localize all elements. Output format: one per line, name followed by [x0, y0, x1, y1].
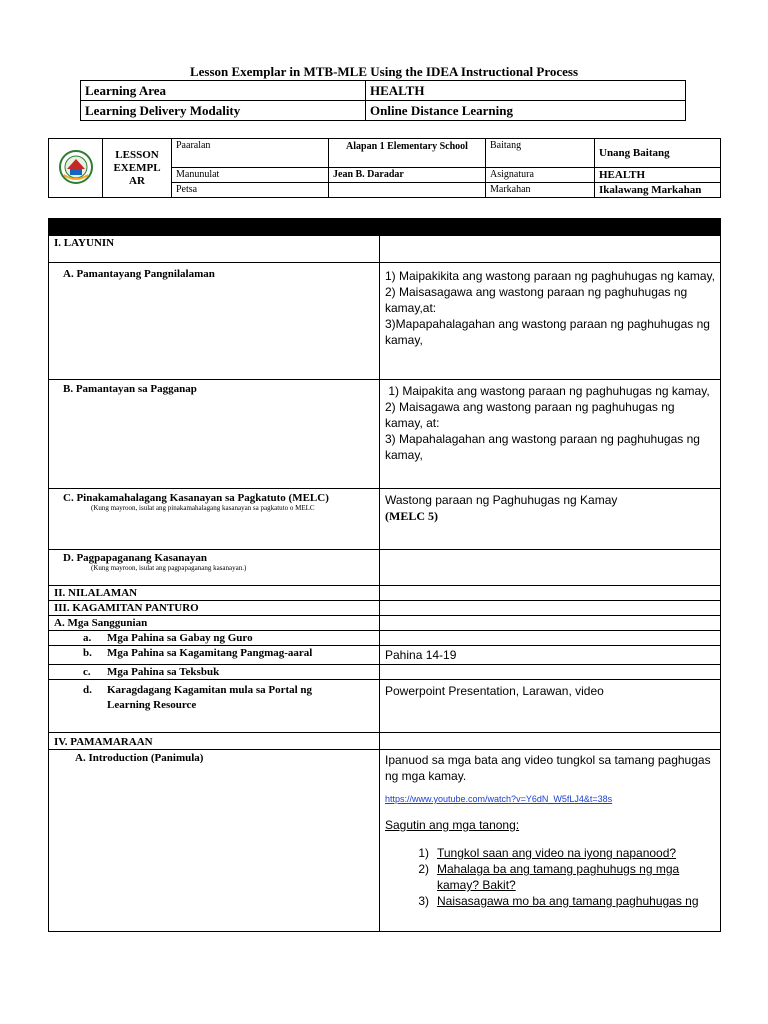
delivery-modality-label: Learning Delivery Modality	[81, 101, 366, 121]
sub-label: Karagdagang Kagamitan mula sa Portal ng	[107, 684, 313, 696]
list-item	[385, 861, 715, 893]
school-info-table	[48, 138, 721, 198]
sub-marker: b.	[83, 647, 92, 659]
sub-marker: a.	[83, 632, 92, 644]
question-number: 2)	[418, 862, 429, 876]
question-list	[385, 845, 715, 909]
question-text: Mahalaga ba ang tamang paghuhugs ng mga kamay? Bakit?	[437, 862, 680, 892]
paaralan-value: Alapan 1 Elementary School	[329, 139, 486, 168]
karagdagang-kagamitan-value: Powerpoint Presentation, Larawan, video	[380, 680, 721, 733]
table-row	[49, 646, 721, 665]
sub-label: Mga Pahina sa Gabay ng Guro	[107, 632, 253, 644]
question-number: 1)	[418, 846, 429, 860]
pamamaraan-value	[380, 733, 721, 750]
melc-value	[380, 489, 721, 550]
table-row	[49, 750, 721, 932]
petsa-value	[329, 183, 486, 198]
table-header-bar	[49, 219, 721, 236]
gabay-guro-label	[49, 631, 380, 646]
question-text: Tungkol saan ang video na iyong napanood?	[437, 846, 677, 860]
table-row	[49, 665, 721, 680]
teksbuk-label	[49, 665, 380, 680]
table-row	[49, 586, 721, 601]
lesson-exemplar-label	[103, 139, 172, 198]
sagutin-heading: Sagutin ang mga tanong:	[385, 818, 520, 832]
melc-note: (Kung mayroon, isulat ang pinakamahalagang kasanayan sa pagkatuto o MELC	[91, 504, 315, 512]
list-item: 3) Mapahalagahan ang wastong paraan ng paghuhugas ng kamay,	[385, 432, 700, 462]
petsa-label: Petsa	[172, 183, 329, 198]
nilalaman-heading: II. NILALAMAN	[49, 586, 380, 601]
melc-text: Wastong paraan ng Paghuhugas ng Kamay	[385, 493, 618, 507]
manunulat-label: Manunulat	[172, 168, 329, 183]
list-item: 2) Maisasagawa ang wastong paraan ng paghuhugas ng kamay,at:	[385, 285, 688, 315]
lesson-plan-table	[48, 218, 721, 932]
pamantayan-sa-pagganap-value	[380, 380, 721, 489]
header-table	[80, 80, 686, 121]
lesson-label-line-3: AR	[129, 174, 145, 187]
question-number: 3)	[418, 894, 429, 908]
table-row	[49, 489, 721, 550]
deped-seal-icon	[58, 149, 94, 185]
lesson-label-line-2: EXEMPL	[113, 161, 161, 174]
table-row	[81, 101, 686, 121]
table-row	[49, 263, 721, 380]
baitang-value: Unang Baitang	[595, 139, 721, 168]
lesson-label-line-1: LESSON	[115, 148, 159, 161]
learning-area-value: HEALTH	[366, 81, 686, 101]
list-item	[385, 893, 715, 909]
school-logo	[49, 139, 103, 198]
document-title: Lesson Exemplar in MTB-MLE Using the IDEA Instructional Process	[189, 64, 579, 79]
markahan-label: Markahan	[486, 183, 595, 198]
pamantayan-sa-pagganap-label: B. Pamantayan sa Pagganap	[49, 380, 380, 489]
sanggunian-heading: A. Mga Sanggunian	[49, 616, 380, 631]
melc-title: C. Pinakamahalagang Kasanayan sa Pagkatuto (MELC)	[63, 492, 329, 504]
pamamaraan-heading: IV. PAMAMARAAN	[49, 733, 380, 750]
pamantayang-pangnilalaman-value	[380, 263, 721, 380]
table-row	[49, 550, 721, 586]
list-item	[385, 845, 715, 861]
pamantayang-pangnilalaman-label: A. Pamantayang Pangnilalaman	[49, 263, 380, 380]
table-row	[49, 680, 721, 733]
layunin-value	[380, 236, 721, 263]
asignatura-value: HEALTH	[595, 168, 721, 183]
kagamitan-heading: III. KAGAMITAN PANTURO	[49, 601, 380, 616]
pagpapaganang-value	[380, 550, 721, 586]
sanggunian-value	[380, 616, 721, 631]
table-row	[49, 601, 721, 616]
kagamitang-pangmag-aaral-label	[49, 646, 380, 665]
manunulat-value: Jean B. Daradar	[329, 168, 486, 183]
melc-code: (MELC 5)	[385, 509, 438, 523]
layunin-heading: I. LAYUNIN	[49, 236, 380, 263]
learning-area-label: Learning Area	[81, 81, 366, 101]
baitang-label: Baitang	[486, 139, 595, 168]
list-item: 1) Maipakikita ang wastong paraan ng paghuhugas ng kamay,	[385, 269, 715, 283]
table-row	[49, 139, 721, 168]
table-row	[49, 733, 721, 750]
paaralan-label: Paaralan	[172, 139, 329, 168]
sub-label: Mga Pahina sa Kagamitang Pangmag-aaral	[107, 647, 313, 659]
introduction-value	[380, 750, 721, 932]
pagpapaganang-kasanayan-label	[49, 550, 380, 586]
delivery-modality-value: Online Distance Learning	[366, 101, 686, 121]
gabay-guro-value	[380, 631, 721, 646]
kagamitang-pangmag-aaral-value: Pahina 14-19	[380, 646, 721, 665]
list-item: 2) Maisagawa ang wastong paraan ng paghuhugas ng kamay, at:	[385, 400, 675, 430]
introduction-label: A. Introduction (Panimula)	[49, 750, 380, 932]
pagpapaganang-note: (Kung mayroon, isulat ang pagpapaganang kasanayan.)	[91, 564, 247, 572]
markahan-value: Ikalawang Markahan	[595, 183, 721, 198]
sub-marker: d.	[83, 684, 92, 696]
list-item: 3)Mapapahalagahan ang wastong paraan ng paghuhugas ng kamay,	[385, 317, 710, 347]
karagdagang-kagamitan-label	[49, 680, 380, 733]
table-row	[81, 81, 686, 101]
table-row	[49, 380, 721, 489]
question-text: Naisasagawa mo ba ang tamang paghuhugas ng	[437, 894, 699, 908]
table-row	[49, 616, 721, 631]
pagpapaganang-title: D. Pagpapaganang Kasanayan	[63, 552, 207, 564]
table-row	[49, 236, 721, 263]
sub-label: Learning Resource	[107, 699, 197, 711]
introduction-text: Ipanuod sa mga bata ang video tungkol sa tamang paghugas ng mga kamay.	[385, 753, 711, 783]
asignatura-label: Asignatura	[486, 168, 595, 183]
kagamitan-value	[380, 601, 721, 616]
list-item: 1) Maipakita ang wastong paraan ng paghuhugas ng kamay,	[385, 384, 710, 398]
sub-marker: c.	[83, 666, 91, 678]
nilalaman-value	[380, 586, 721, 601]
video-link[interactable]: https://www.youtube.com/watch?v=Y6dN_W5fLJ4&t=38s	[385, 794, 613, 804]
sub-label: Mga Pahina sa Teksbuk	[107, 666, 220, 678]
teksbuk-value	[380, 665, 721, 680]
table-row	[49, 631, 721, 646]
melc-label	[49, 489, 380, 550]
